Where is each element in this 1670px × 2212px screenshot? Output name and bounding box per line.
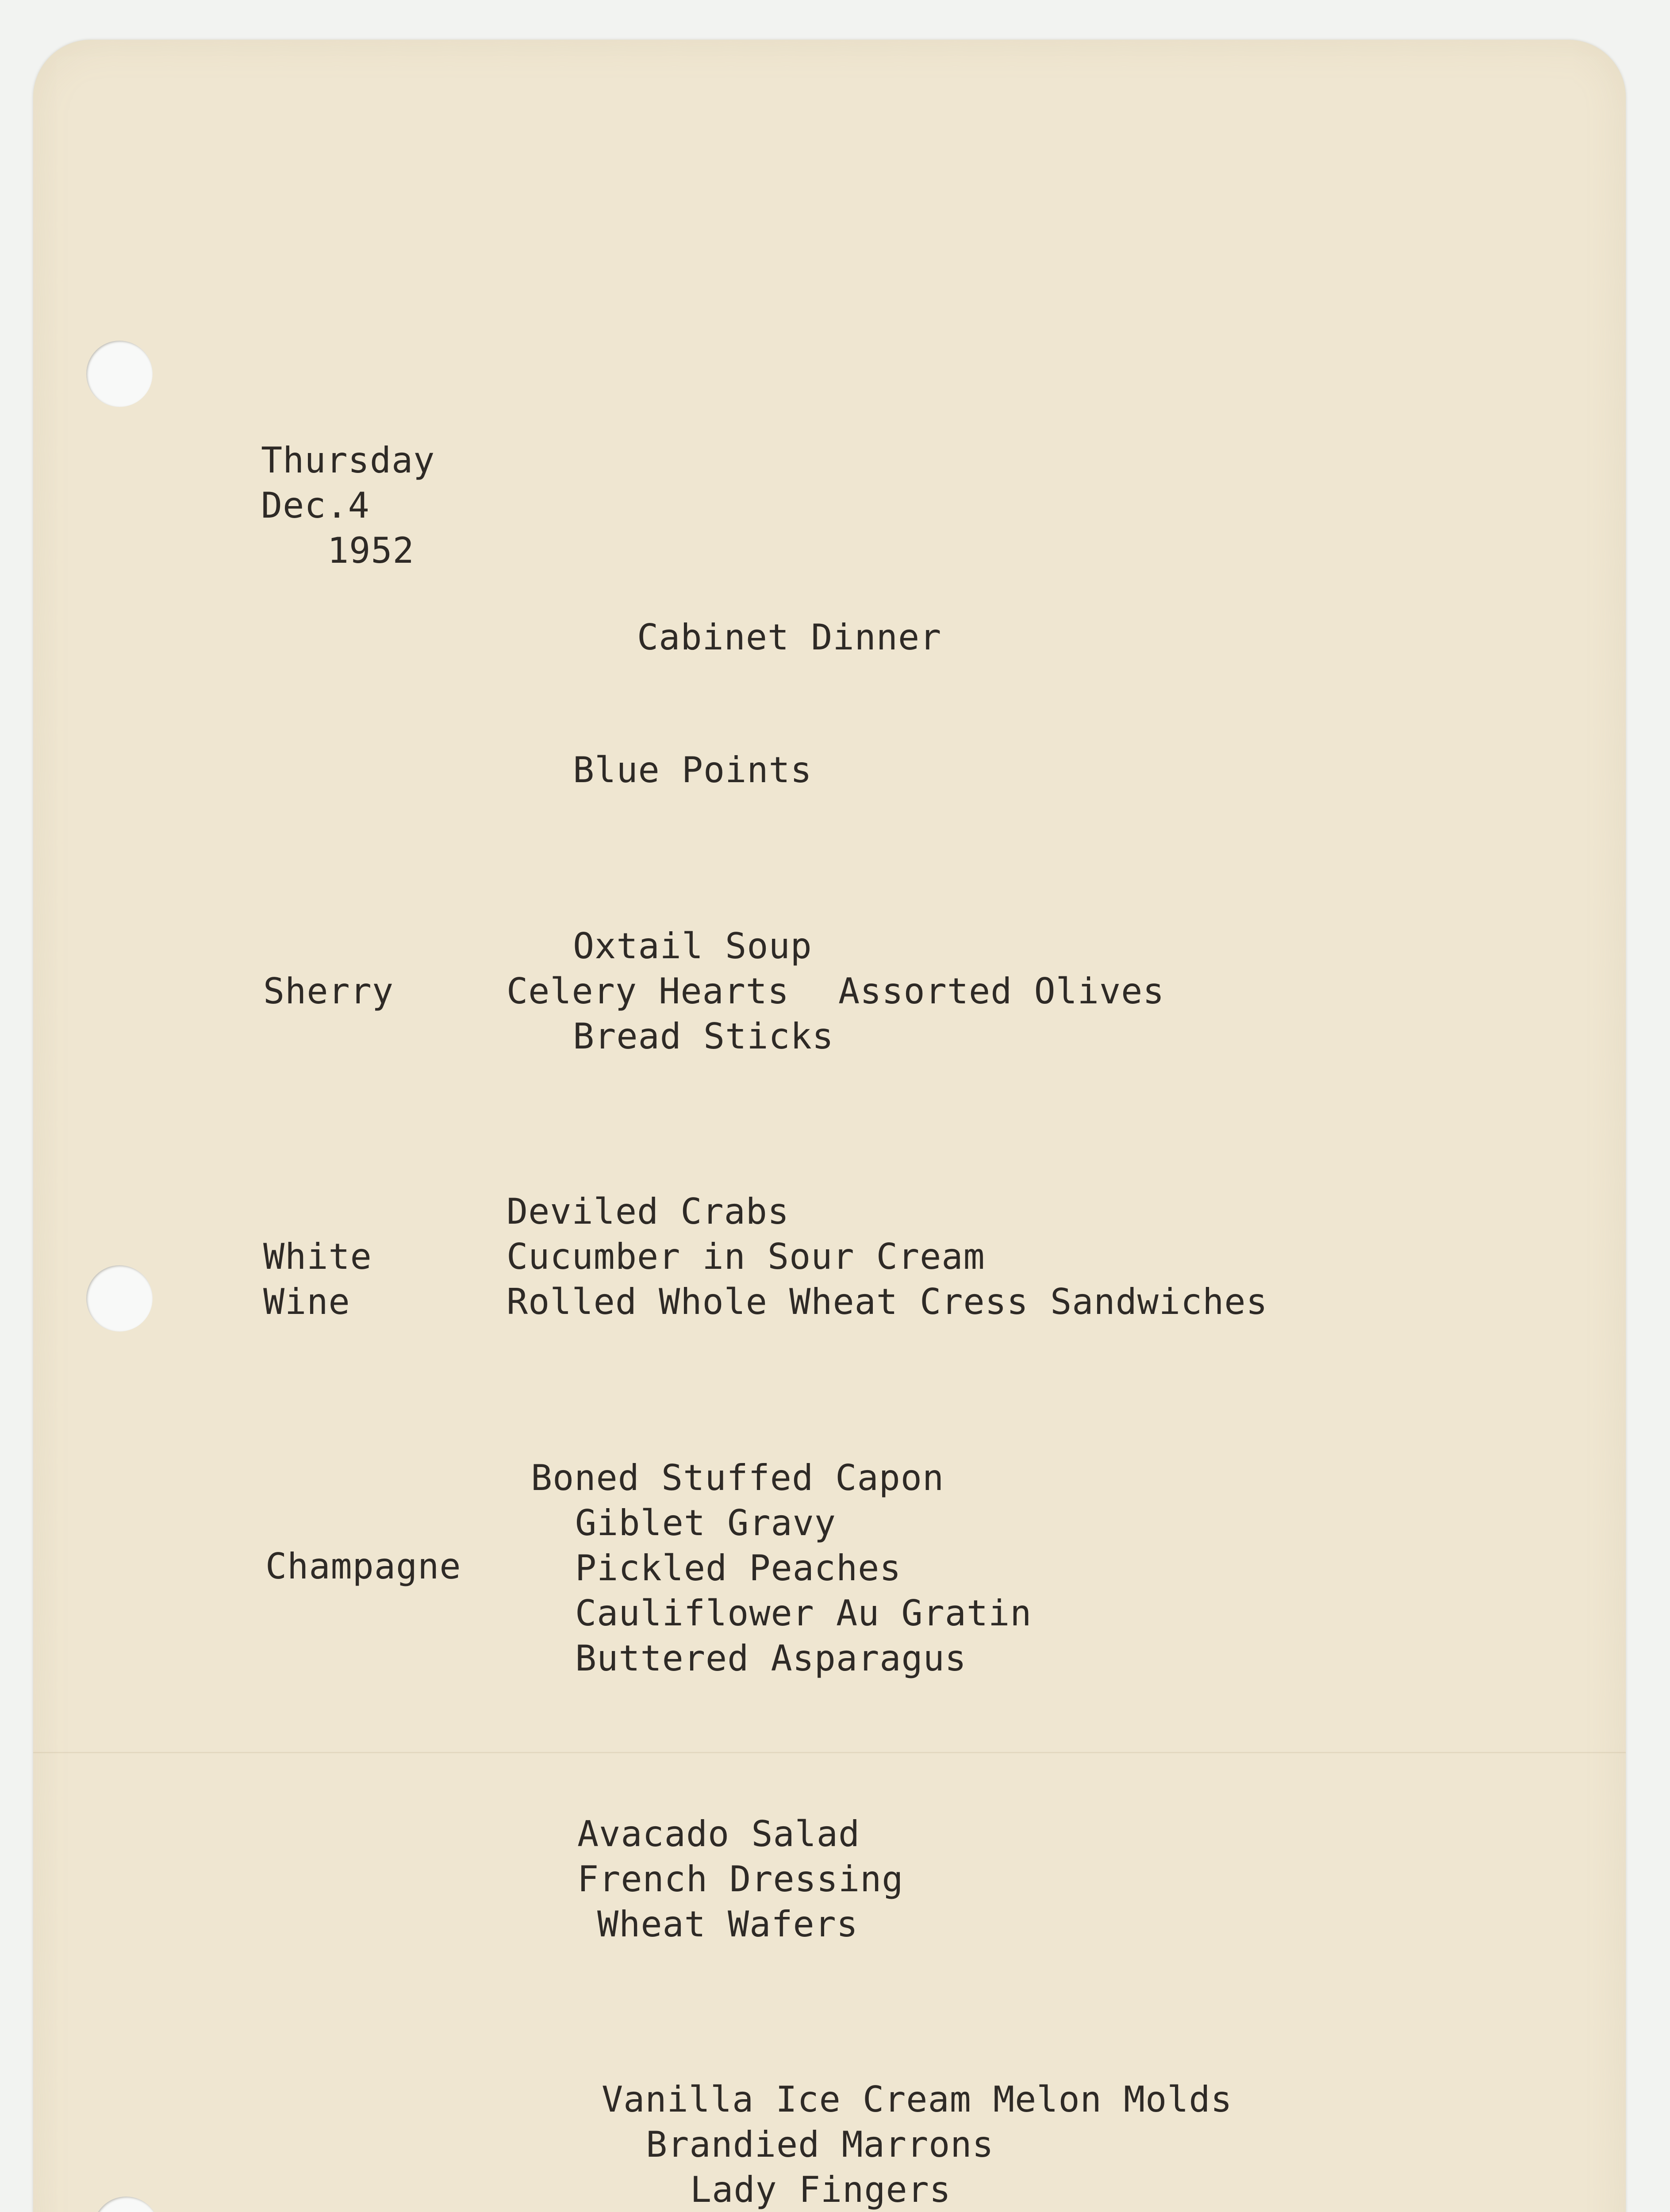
menu-item: Bread Sticks xyxy=(573,1016,834,1057)
menu-item: Giblet Gravy xyxy=(575,1502,836,1544)
menu-item: Cucumber in Sour Cream xyxy=(507,1236,985,1277)
wine-label: Champagne xyxy=(265,1546,461,1587)
menu-item: Oxtail Soup xyxy=(573,926,812,967)
menu-item: Rolled Whole Wheat Cress Sandwiches xyxy=(507,1281,1268,1322)
menu-title: Cabinet Dinner xyxy=(637,617,942,658)
menu-item: Buttered Asparagus xyxy=(575,1638,967,1679)
punch-hole-bottom xyxy=(93,2197,159,2212)
menu-item: Avacado Salad xyxy=(577,1813,860,1855)
punch-hole-top xyxy=(86,341,153,407)
wine-label: Wine xyxy=(263,1281,350,1322)
wine-label: White xyxy=(263,1236,372,1277)
menu-item: Celery Hearts xyxy=(507,971,790,1012)
menu-item: Assorted Olives xyxy=(838,971,1165,1012)
menu-item: Lady Fingers xyxy=(690,2169,951,2210)
menu-item: French Dressing xyxy=(577,1859,904,1900)
date-year: 1952 xyxy=(327,530,415,571)
date-month-day: Dec.4 xyxy=(261,485,370,526)
punch-hole-middle xyxy=(86,1265,153,1332)
menu-item: Brandied Marrons xyxy=(646,2124,994,2165)
menu-item: Cauliflower Au Gratin xyxy=(575,1593,1032,1634)
menu-card xyxy=(33,40,1626,2212)
fold-crease xyxy=(33,1752,1626,1753)
menu-item: Deviled Crabs xyxy=(507,1191,790,1232)
wine-label: Sherry xyxy=(263,971,394,1012)
menu-item: Boned Stuffed Capon xyxy=(531,1457,944,1498)
menu-item: Vanilla Ice Cream Melon Molds xyxy=(602,2079,1232,2120)
menu-item: Pickled Peaches xyxy=(575,1548,902,1589)
date-day: Thursday xyxy=(261,440,435,481)
menu-item: Blue Points xyxy=(573,749,812,791)
menu-item: Wheat Wafers xyxy=(597,1904,858,1945)
